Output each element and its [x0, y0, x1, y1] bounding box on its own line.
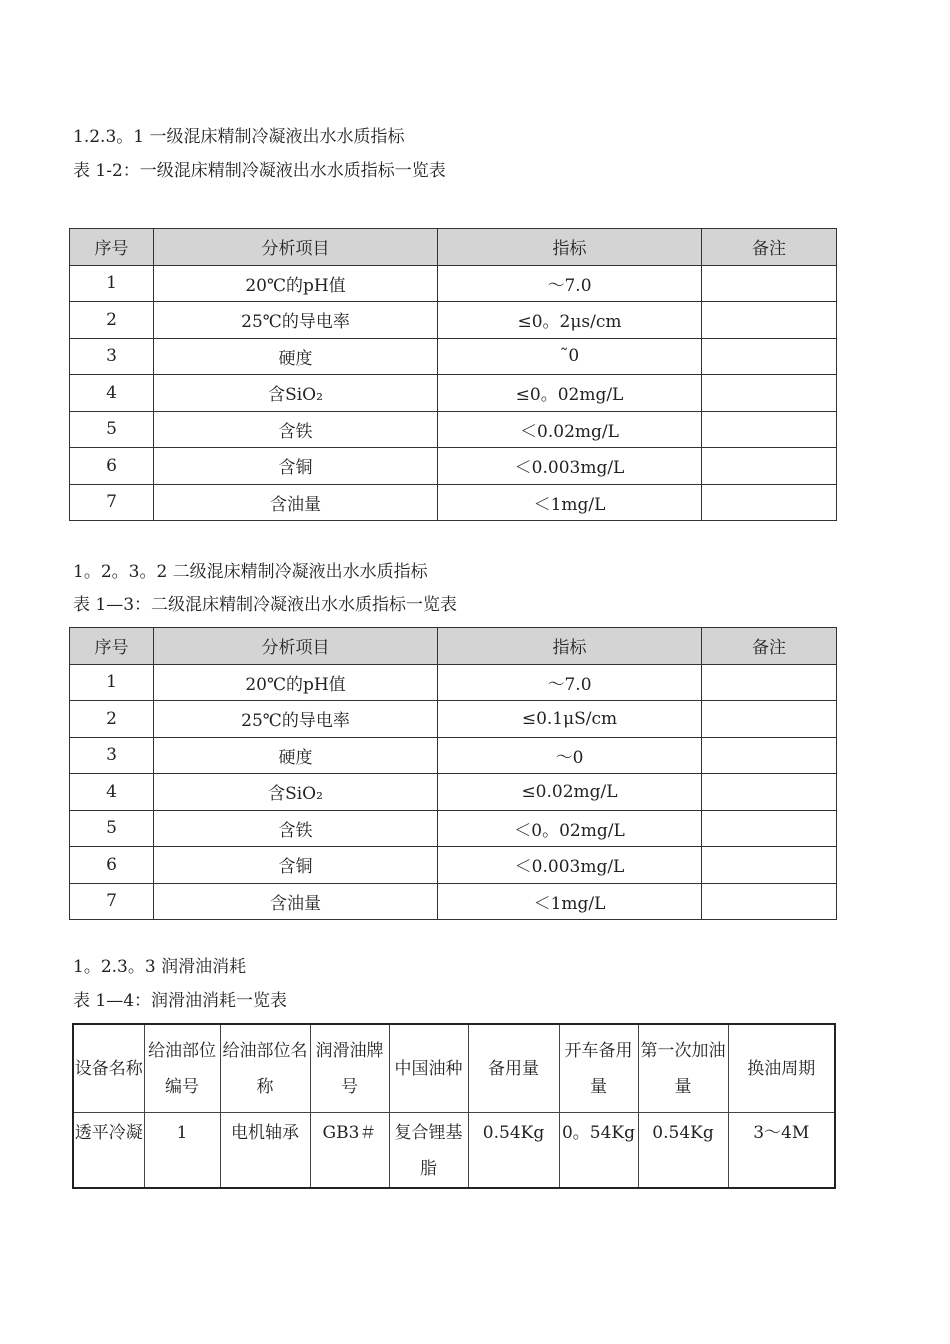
column-header: 给油部位编号 [144, 1024, 220, 1113]
table-cell: 7 [70, 883, 154, 920]
table-row [70, 484, 837, 521]
table-cell: 硬度 [154, 737, 438, 774]
column-header: 备用量 [468, 1024, 559, 1113]
table-row [70, 847, 837, 884]
column-header: 开车备用量 [559, 1024, 638, 1113]
table-cell: 5 [70, 411, 154, 448]
table-cell: 6 [70, 448, 154, 485]
table-cell: 含铁 [154, 411, 438, 448]
column-header: 给油部位名称 [220, 1024, 310, 1113]
table-cell [702, 701, 837, 738]
table-cell [702, 847, 837, 884]
table-cell: 2 [70, 701, 154, 738]
table-cell: 电机轴承 [220, 1113, 310, 1189]
table-cell: ～7.0 [438, 664, 702, 701]
section-heading-2: 1。2。3。2 二级混床精制冷凝液出水水质指标 [73, 562, 428, 582]
table-cell: ＜0.003mg/L [438, 847, 702, 884]
table-cell: ＜0.003mg/L [438, 448, 702, 485]
table-cell [702, 810, 837, 847]
table-row [70, 302, 837, 339]
column-header: 第一次加油量 [638, 1024, 728, 1113]
table-cell: ≤0.02mg/L [438, 774, 702, 811]
table-cell [702, 774, 837, 811]
table-cell: ～0 [438, 737, 702, 774]
table-cell: 25℃的导电率 [154, 701, 438, 738]
table-cell [702, 411, 837, 448]
table-cell: ≤0.1μS/cm [438, 701, 702, 738]
column-header: 设备名称 [73, 1024, 144, 1113]
table-caption-3: 表 1—4：润滑油消耗一览表 [73, 991, 288, 1011]
table-row [70, 265, 837, 302]
table-header-row [70, 229, 837, 266]
table-cell [702, 448, 837, 485]
table-cell: 含SiO₂ [154, 774, 438, 811]
table-cell: GB3＃ [310, 1113, 389, 1189]
table-row [70, 883, 837, 920]
lubricant-consumption-table [72, 1023, 836, 1189]
table-row [70, 701, 837, 738]
table-row [70, 737, 837, 774]
table-cell [702, 664, 837, 701]
table-row [70, 338, 837, 375]
column-header: 中国油种 [389, 1024, 468, 1113]
table-cell: ＜1mg/L [438, 484, 702, 521]
table-cell: 25℃的导电率 [154, 302, 438, 339]
table-row [70, 411, 837, 448]
table-row [70, 375, 837, 412]
table-cell: 含油量 [154, 883, 438, 920]
table-cell [702, 265, 837, 302]
table-caption-1: 表 1-2：一级混床精制冷凝液出水水质指标一览表 [73, 161, 446, 181]
column-header: 序号 [70, 628, 154, 665]
table-cell [702, 302, 837, 339]
table-row [73, 1113, 835, 1189]
table-row [70, 448, 837, 485]
column-header: 备注 [702, 628, 837, 665]
table-header-row [73, 1024, 835, 1113]
table-cell: 4 [70, 375, 154, 412]
table-cell: 1 [144, 1113, 220, 1189]
column-header: 指标 [438, 229, 702, 266]
table-cell: 6 [70, 847, 154, 884]
table-cell [702, 737, 837, 774]
table-cell: 含铜 [154, 448, 438, 485]
table-cell: 含SiO₂ [154, 375, 438, 412]
table-cell [702, 883, 837, 920]
table-cell: 3～4M [728, 1113, 835, 1189]
column-header: 指标 [438, 628, 702, 665]
table-cell: 复合锂基脂 [389, 1113, 468, 1189]
table-header-row [70, 628, 837, 665]
table-cell: 2 [70, 302, 154, 339]
table-cell: 3 [70, 338, 154, 375]
table-cell: ≤0。02mg/L [438, 375, 702, 412]
table-cell: 20℃的pH值 [154, 265, 438, 302]
column-header: 分析项目 [154, 229, 438, 266]
column-header: 润滑油牌号 [310, 1024, 389, 1113]
table-cell: ＜0.02mg/L [438, 411, 702, 448]
table-cell: 含铜 [154, 847, 438, 884]
section-heading-1: 1.2.3。1 一级混床精制冷凝液出水水质指标 [73, 127, 405, 147]
table-cell: 0。54Kg [559, 1113, 638, 1189]
table-cell: ≤0。2μs/cm [438, 302, 702, 339]
table-row [70, 664, 837, 701]
table-row [70, 774, 837, 811]
table-cell: 3 [70, 737, 154, 774]
table-cell: 含油量 [154, 484, 438, 521]
table-cell: 7 [70, 484, 154, 521]
table-cell: 5 [70, 810, 154, 847]
column-header: 分析项目 [154, 628, 438, 665]
table-cell [702, 375, 837, 412]
table-cell: ˜0 [438, 338, 702, 375]
water-quality-table-2 [69, 627, 837, 920]
table-cell: 20℃的pH值 [154, 664, 438, 701]
water-quality-table-1 [69, 228, 837, 521]
table-cell: 0.54Kg [468, 1113, 559, 1189]
table-cell: 硬度 [154, 338, 438, 375]
table-row [70, 810, 837, 847]
table-caption-2: 表 1—3：二级混床精制冷凝液出水水质指标一览表 [73, 595, 458, 615]
table-cell: ＜0。02mg/L [438, 810, 702, 847]
table-cell: 含铁 [154, 810, 438, 847]
table-cell: ～7.0 [438, 265, 702, 302]
column-header: 备注 [702, 229, 837, 266]
column-header: 序号 [70, 229, 154, 266]
table-cell: ＜1mg/L [438, 883, 702, 920]
table-cell: 0.54Kg [638, 1113, 728, 1189]
table-cell [702, 484, 837, 521]
table-cell: 1 [70, 664, 154, 701]
table-cell: 4 [70, 774, 154, 811]
table-cell [702, 338, 837, 375]
table-cell: 透平冷凝 [73, 1113, 144, 1189]
table-cell: 1 [70, 265, 154, 302]
section-heading-3: 1。2.3。3 润滑油消耗 [73, 957, 247, 977]
column-header: 换油周期 [728, 1024, 835, 1113]
